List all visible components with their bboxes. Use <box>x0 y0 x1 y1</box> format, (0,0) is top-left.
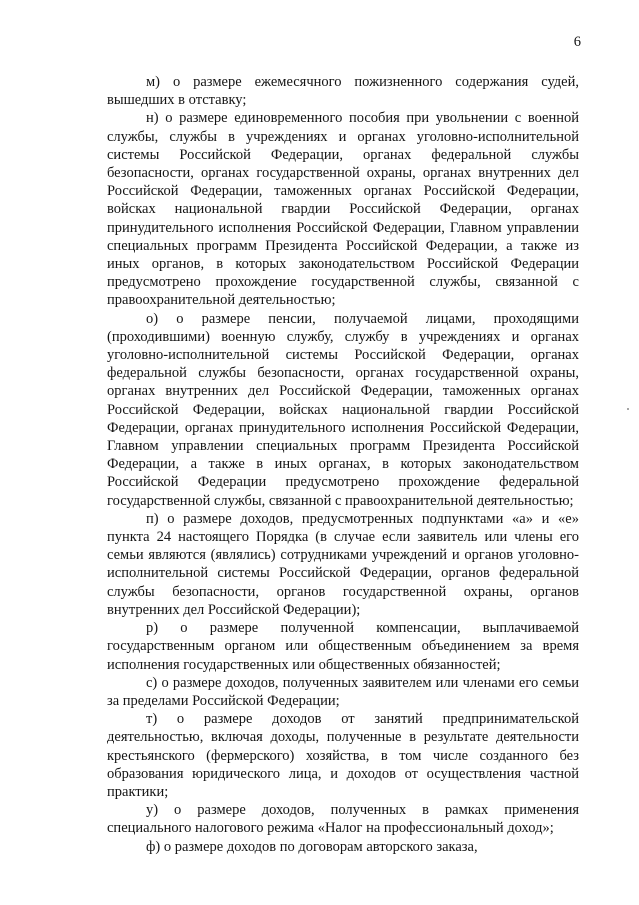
paragraph-p: п) о размере доходов, предусмотренных подпунктами «а» и «е» пункта 24 настоящего Порядка (в случае если заявитель или члены его семьи являются (являлись) сотрудниками учреждений и органов уголовно-исполнительной системы Российской Федерации, органов федеральной службы безопасности, органов государственной охраны, органов внутренних дел Российской Федерации); <box>107 510 579 618</box>
paragraph-n: н) о размере единовременного пособия при увольнении с военной службы, службы в учреждениях и органах уголовно-исполнительной системы Российской Федерации, органах федеральной службы безопасности, органах государственной охраны, органах внутренних дел Российской Федерации, таможенных органах Российской Федерации, войсках национальной гвардии Российской Федерации, органах принудительного исполнения Российской Федерации, Главном управлении специальных программ Президента Российской Федерации, а также из иных органов, в которых законодательством Российской Федерации предусмотрено прохождение государственной службы, связанной с правоохранительной деятельностью; <box>107 110 579 309</box>
page-number: 6 <box>573 34 581 50</box>
scan-speck <box>627 408 629 410</box>
paragraph-r: р) о размере полученной компенсации, выплачиваемой государственным органом или общественным объединением за время исполнения государственных или общественных обязанностей; <box>107 620 579 673</box>
paragraph-u: у) о размере доходов, полученных в рамках применения специального налогового режима «Налог на профессиональный доход»; <box>107 802 579 837</box>
paragraph-m: м) о размере ежемесячного пожизненного содержания судей, вышедших в отставку; <box>107 74 579 109</box>
paragraph-s: с) о размере доходов, полученных заявителем или членами его семьи за пределами Российской Федерации; <box>107 674 579 709</box>
paragraph-t: т) о размере доходов от занятий предпринимательской деятельностью, включая доходы, полученные в результате деятельности крестьянского (фермерского) хозяйства, в том числе созданного без образования юридического лица, и доходов от осуществления частной практики; <box>107 711 579 800</box>
body-text <box>107 73 579 856</box>
paragraph-f: ф) о размере доходов по договорам авторского заказа, <box>146 838 478 855</box>
paragraph-o: о) о размере пенсии, получаемой лицами, проходящими (проходившими) военную службу, службу в учреждениях и органах уголовно-исполнительной системы Российской Федерации, органах федеральной службы безопасности, органах государственной охраны, органах внутренних дел Российской Федерации, таможенных органах Российской Федерации, войсках национальной гвардии Российской Федерации, органах принудительного исполнения Российской Федерации, Главном управлении специальных программ Президента Российской Федерации, а также в иных органах, в которых законодательством Российской Федерации предусмотрено прохождение федеральной государственной службы, связанной с правоохранительной деятельностью; <box>107 310 579 509</box>
